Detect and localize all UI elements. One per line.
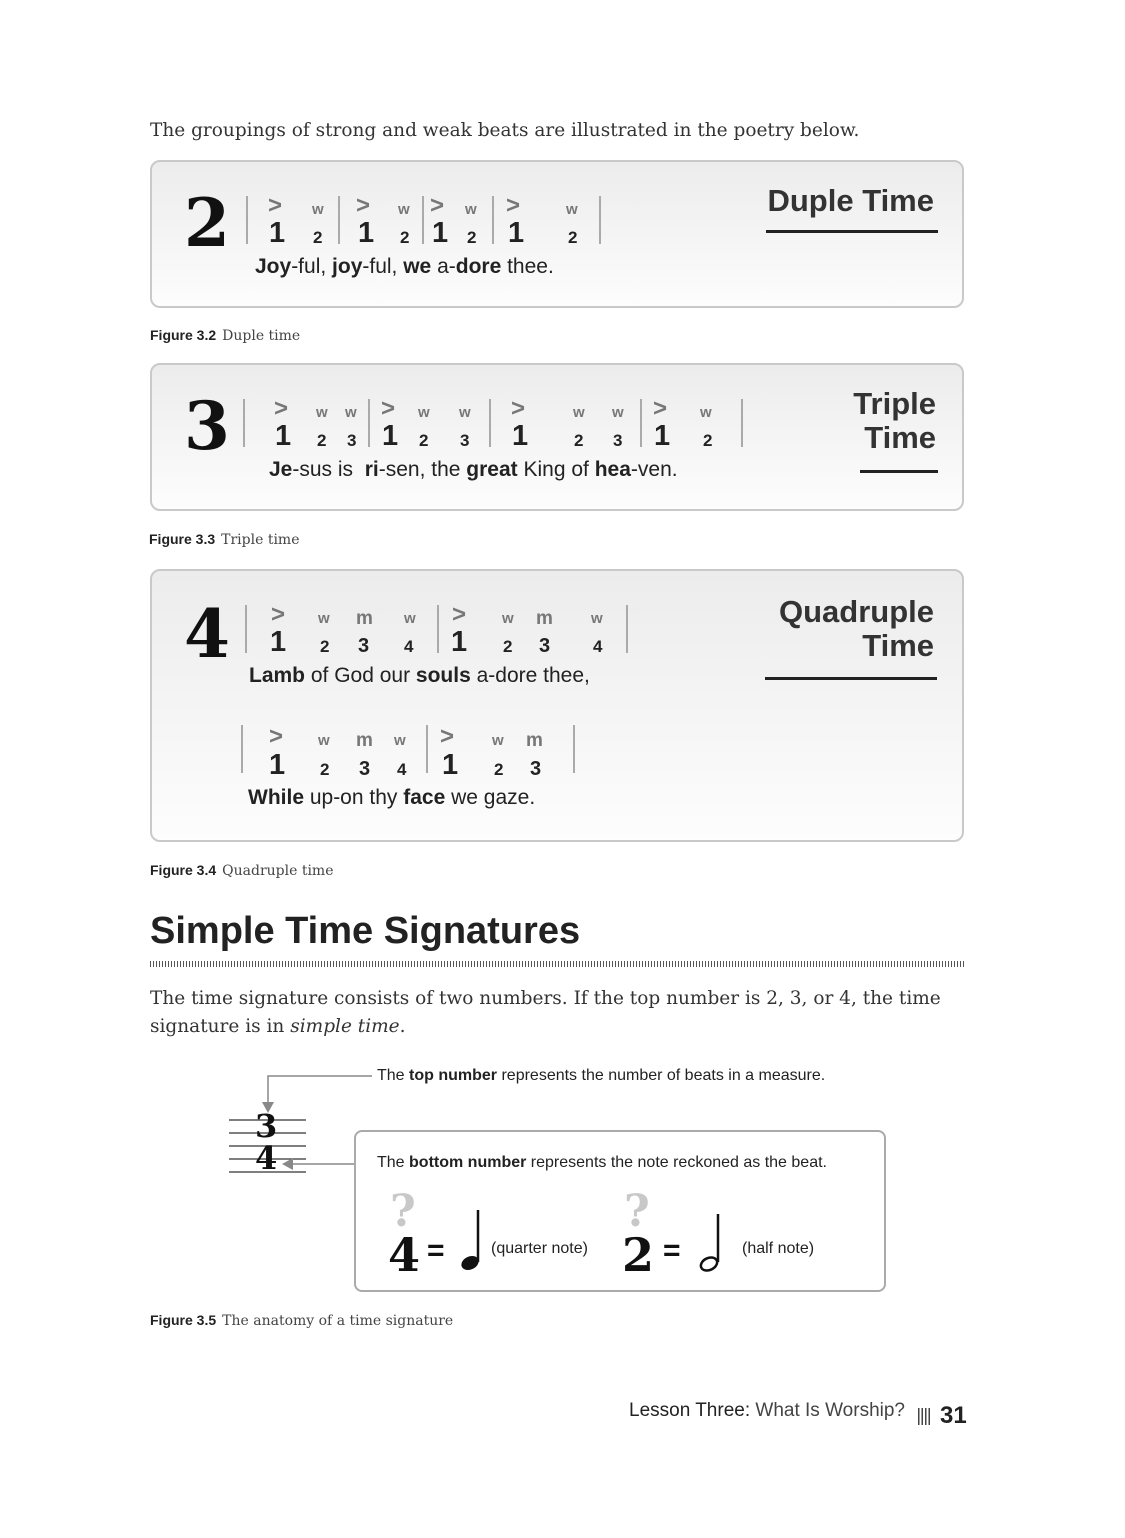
beat-one: 1 bbox=[270, 626, 287, 658]
accent-mark: > bbox=[506, 192, 521, 219]
weak-mark: w bbox=[459, 404, 471, 421]
duple-lyric: Joy-ful, joy-ful, we a-dore thee. bbox=[255, 255, 554, 278]
beat-one: 1 bbox=[432, 217, 449, 249]
beat-one: 1 bbox=[508, 217, 525, 249]
beat-one: 1 bbox=[451, 626, 468, 658]
quadruple-number: 4 bbox=[184, 595, 230, 673]
beat-three: 3 bbox=[613, 431, 623, 450]
quarter-note-label: (quarter note) bbox=[491, 1240, 588, 1257]
top-number-arrow bbox=[262, 1076, 372, 1113]
accent-mark: > bbox=[511, 395, 526, 422]
beat-three: 3 bbox=[358, 635, 370, 657]
example-number-four: 4 bbox=[388, 1228, 421, 1282]
sig-top-number: 3 bbox=[255, 1107, 278, 1145]
beat-two: 2 bbox=[574, 431, 584, 450]
figure-caption: Figure 3.3 Triple time bbox=[149, 531, 300, 548]
beat-one: 1 bbox=[442, 749, 459, 781]
question-mark-icon: ? bbox=[390, 1186, 416, 1237]
beat-four: 4 bbox=[404, 637, 414, 656]
accent-mark: > bbox=[440, 723, 455, 750]
equals-sign: = bbox=[427, 1234, 445, 1267]
triple-lyric: Je-sus is ri-sen, the great King of hea-ven. bbox=[269, 458, 678, 481]
weak-mark: w bbox=[318, 610, 330, 627]
accent-mark: > bbox=[271, 601, 286, 628]
beat-one: 1 bbox=[512, 420, 529, 452]
beat-two: 2 bbox=[568, 228, 578, 247]
beat-three: 3 bbox=[359, 758, 371, 780]
beat-four: 4 bbox=[397, 760, 407, 779]
weak-mark: w bbox=[573, 404, 585, 421]
weak-mark: w bbox=[316, 404, 328, 421]
beat-two: 2 bbox=[317, 431, 327, 450]
running-footer: Lesson Three: What Is Worship? bbox=[629, 1400, 905, 1421]
sig-bottom-number: 4 bbox=[255, 1139, 278, 1177]
equals-sign: = bbox=[663, 1234, 681, 1267]
page-number: 31 bbox=[940, 1402, 967, 1429]
weak-mark: w bbox=[394, 732, 406, 749]
beat-two: 2 bbox=[494, 760, 504, 779]
beat-two: 2 bbox=[320, 760, 330, 779]
weak-mark: w bbox=[398, 201, 410, 218]
triple-number: 3 bbox=[184, 387, 230, 465]
medium-mark: m bbox=[356, 608, 373, 629]
beat-two: 2 bbox=[703, 431, 713, 450]
beat-three: 3 bbox=[347, 431, 357, 450]
beat-two: 2 bbox=[467, 228, 477, 247]
accent-mark: > bbox=[653, 395, 668, 422]
half-note-icon bbox=[694, 1210, 724, 1276]
intro-paragraph: The groupings of strong and weak beats are illustrated in the poetry below. bbox=[150, 120, 860, 141]
beat-two: 2 bbox=[503, 637, 513, 656]
half-note-label: (half note) bbox=[742, 1240, 815, 1257]
quadruple-lyric-1: Lamb of God our souls a-dore thee, bbox=[249, 664, 590, 687]
accent-mark: > bbox=[269, 723, 284, 750]
beat-one: 1 bbox=[358, 217, 375, 249]
accent-mark: > bbox=[268, 192, 283, 219]
quadruple-title: Quadruple Time bbox=[778, 594, 934, 663]
weak-mark: w bbox=[492, 732, 504, 749]
top-number-annotation: The top number represents the number of beats in a measure. bbox=[377, 1067, 826, 1084]
beat-one: 1 bbox=[275, 420, 292, 452]
weak-mark: w bbox=[345, 404, 357, 421]
weak-mark: w bbox=[566, 201, 578, 218]
figure-caption: Figure 3.5 The anatomy of a time signature bbox=[150, 1312, 454, 1329]
medium-mark: m bbox=[536, 608, 553, 629]
example-number-two: 2 bbox=[622, 1228, 655, 1282]
figure-caption: Figure 3.4 Quadruple time bbox=[150, 862, 334, 879]
figure-caption: Figure 3.2 Duple time bbox=[150, 327, 301, 344]
beat-one: 1 bbox=[269, 217, 286, 249]
medium-mark: m bbox=[526, 730, 543, 751]
beat-three: 3 bbox=[460, 431, 470, 450]
beat-one: 1 bbox=[382, 420, 399, 452]
weak-mark: w bbox=[700, 404, 712, 421]
weak-mark: w bbox=[502, 610, 514, 627]
bottom-number-annotation: The bottom number represents the note reckoned as the beat. bbox=[377, 1154, 827, 1171]
weak-mark: w bbox=[404, 610, 416, 627]
beat-three: 3 bbox=[530, 758, 542, 780]
accent-mark: > bbox=[356, 192, 371, 219]
beat-three: 3 bbox=[539, 635, 551, 657]
accent-mark: > bbox=[274, 395, 289, 422]
beat-two: 2 bbox=[400, 228, 410, 247]
question-mark-icon: ? bbox=[624, 1186, 650, 1237]
beat-two: 2 bbox=[419, 431, 429, 450]
accent-mark: > bbox=[381, 395, 396, 422]
weak-mark: w bbox=[465, 201, 477, 218]
triple-title: Triple Time bbox=[853, 386, 936, 455]
beat-two: 2 bbox=[320, 637, 330, 656]
weak-mark: w bbox=[612, 404, 624, 421]
section-paragraph: The time signature consists of two numbers. If the top number is 2, 3, or 4, the time signature is in simple time. bbox=[150, 988, 941, 1037]
beat-two: 2 bbox=[313, 228, 323, 247]
quadruple-lyric-2: While up-on thy face we gaze. bbox=[248, 786, 536, 809]
footer-ornament bbox=[918, 1408, 932, 1425]
section-heading: Simple Time Signatures bbox=[150, 910, 581, 952]
accent-mark: > bbox=[452, 601, 467, 628]
beat-four: 4 bbox=[593, 637, 603, 656]
accent-mark: > bbox=[430, 192, 445, 219]
quarter-note-icon bbox=[456, 1206, 486, 1276]
bottom-number-box bbox=[354, 1130, 886, 1292]
duple-title: Duple Time bbox=[767, 183, 934, 218]
weak-mark: w bbox=[318, 732, 330, 749]
duple-number: 2 bbox=[184, 184, 230, 262]
beat-one: 1 bbox=[269, 749, 286, 781]
beat-one: 1 bbox=[654, 420, 671, 452]
bottom-number-arrow bbox=[282, 1158, 354, 1170]
weak-mark: w bbox=[418, 404, 430, 421]
weak-mark: w bbox=[312, 201, 324, 218]
medium-mark: m bbox=[356, 730, 373, 751]
weak-mark: w bbox=[591, 610, 603, 627]
